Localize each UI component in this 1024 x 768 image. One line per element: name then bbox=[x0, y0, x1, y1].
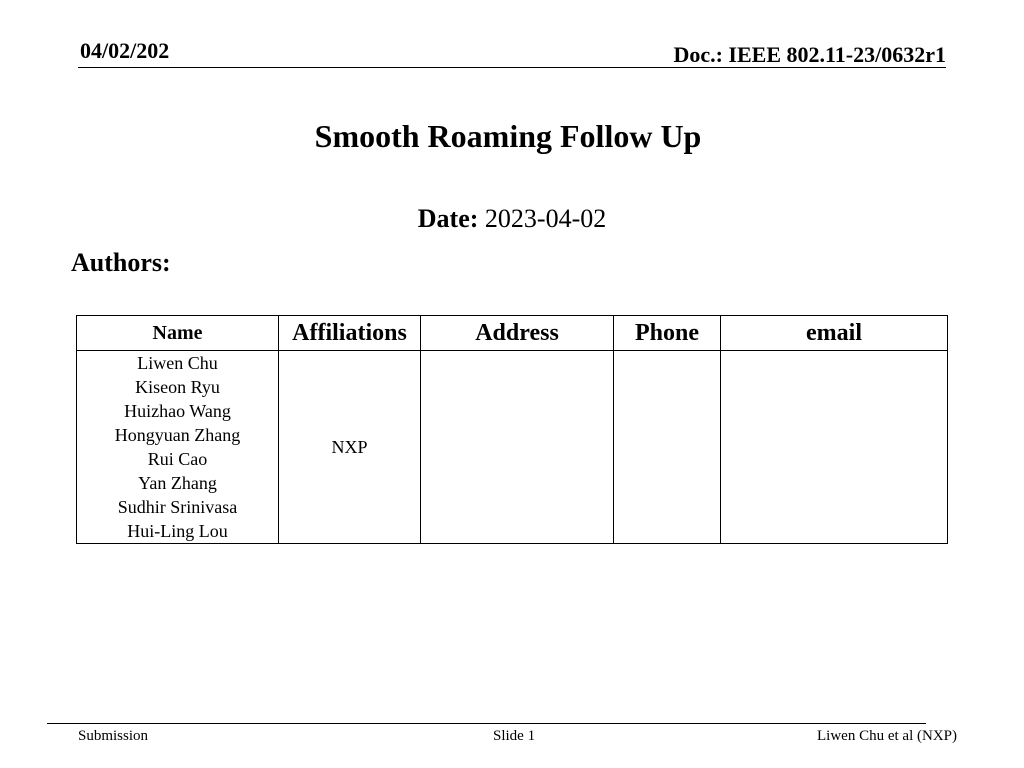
author-names-cell bbox=[77, 351, 279, 544]
author-name: Hui-Ling Lou bbox=[127, 521, 228, 541]
slide-title: Smooth Roaming Follow Up bbox=[314, 118, 702, 154]
header-date: 04/02/202 bbox=[80, 38, 170, 63]
date-label: Date: bbox=[417, 204, 479, 233]
author-name: Hongyuan Zhang bbox=[114, 425, 241, 445]
email-cell bbox=[721, 351, 948, 544]
footer-slide-number: Slide 1 bbox=[493, 728, 536, 744]
header-doc-id: Doc.: IEEE 802.11-23/0632r1 bbox=[673, 42, 946, 67]
footer-author-credit: Liwen Chu et al (NXP) bbox=[817, 728, 957, 744]
author-name: Liwen Chu bbox=[137, 353, 218, 373]
address-cell bbox=[421, 351, 614, 544]
phone-cell bbox=[614, 351, 721, 544]
affiliation-cell: NXP bbox=[279, 351, 421, 544]
authors-heading: Authors: bbox=[71, 248, 171, 277]
date-value: 2023-04-02 bbox=[484, 204, 607, 233]
author-name: Kiseon Ryu bbox=[135, 377, 220, 397]
footer-divider bbox=[47, 723, 926, 724]
column-header-address: Address bbox=[421, 316, 614, 351]
author-name: Yan Zhang bbox=[138, 473, 217, 493]
authors-table bbox=[76, 315, 948, 544]
table-row bbox=[77, 351, 948, 544]
author-name: Huizhao Wang bbox=[124, 401, 231, 421]
column-header-email: email bbox=[721, 316, 948, 351]
header-divider bbox=[78, 67, 946, 68]
column-header-affiliations: Affiliations bbox=[279, 316, 421, 351]
author-name: Rui Cao bbox=[147, 449, 208, 469]
column-header-phone: Phone bbox=[614, 316, 721, 351]
author-name: Sudhir Srinivasa bbox=[117, 497, 238, 517]
footer-submission: Submission bbox=[78, 728, 149, 744]
column-header-name: Name bbox=[77, 316, 279, 351]
table-header-row bbox=[77, 316, 948, 351]
date-line bbox=[0, 204, 1024, 234]
